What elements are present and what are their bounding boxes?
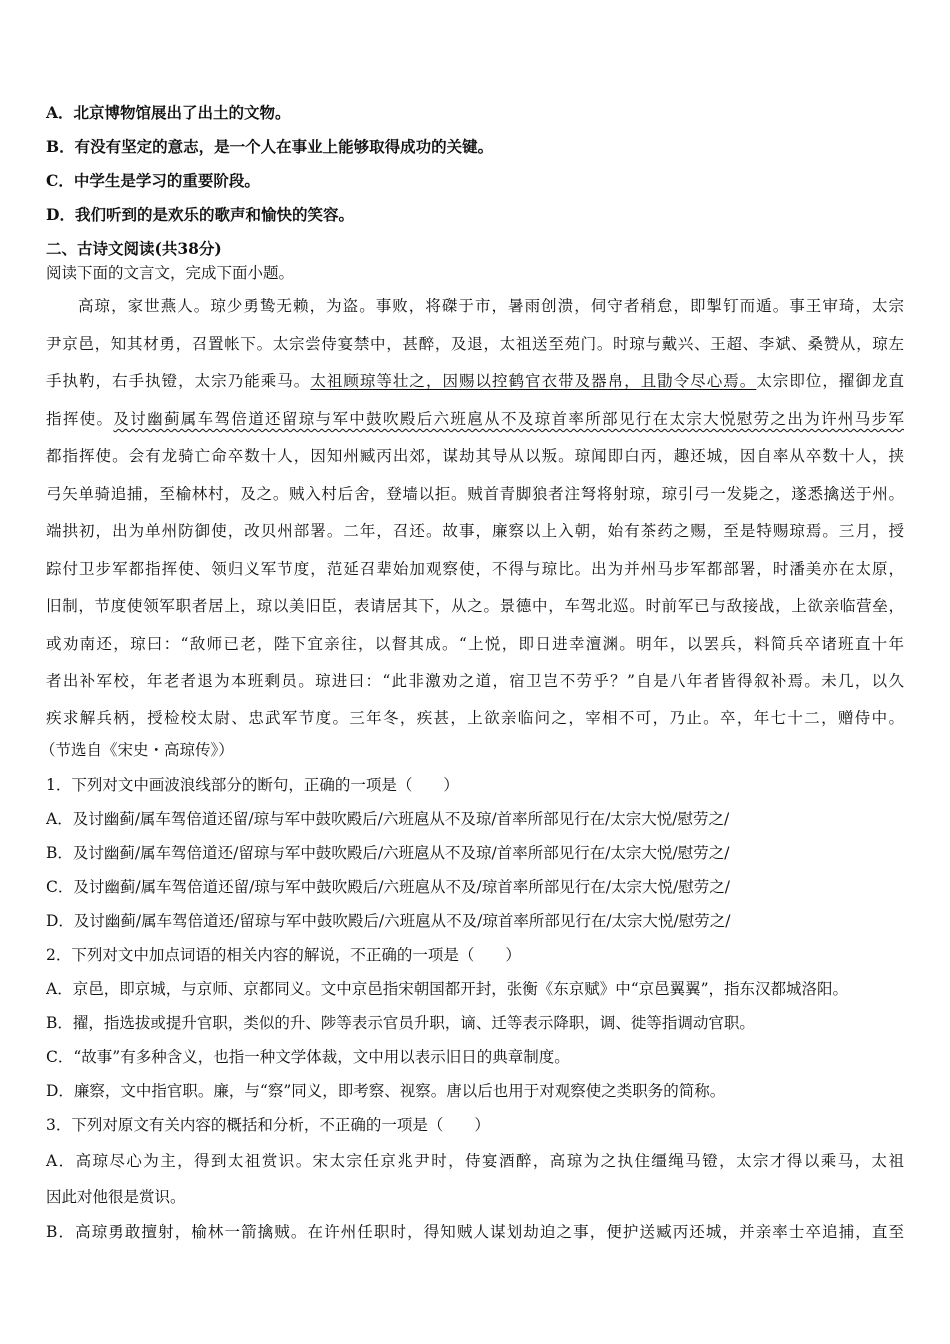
- passage-line-11: 者出补军校，年老者退为本班剩员。琼进曰：“此非激劝之道，宿卫岂不劳乎？”自是八年者皆得叙补焉。未几，以久: [46, 672, 904, 690]
- passage-text: 指挥使。: [46, 410, 114, 428]
- passage-line-5: [46, 445, 904, 467]
- underlined-sentence: 太祖顾琼等壮之，因赐以控鹤官衣带及器帛，且勖令尽心焉。: [310, 372, 757, 390]
- question-1-stem: 1．下列对文中画波浪线部分的断句，正确的一项是（ ）: [46, 776, 459, 794]
- q2-option-b: B．擢，指选拔或提升官职，类似的升、陟等表示官员升职，谪、迁等表示降职，调、徙等指调动官职。: [46, 1014, 755, 1032]
- passage-text: 都指挥使。: [46, 447, 129, 465]
- question-2-stem: 2．下列对文中加点词语的相关内容的解说，不正确的一项是（ ）: [46, 946, 521, 964]
- prev-option-b: B．有没有坚定的意志，是一个人在事业上能够取得成功的关键。: [46, 137, 494, 156]
- passage-line-7: 端拱初，出为单州防御使，改贝州部署。二年，召还。故事，廉察以上入朝，始有茶药之赐，至是特赐琼焉。三月，授: [46, 522, 904, 540]
- q2-option-c: C．“故事”有多种含义，也指一种文学体裁，文中用以表示旧日的典章制度。: [46, 1048, 570, 1066]
- prev-option-c: C．中学生是学习的重要阶段。: [46, 171, 260, 190]
- q3-option-b-line-1: B．高琼勇敢擅射，榆林一箭擒贼。在许州任职时，得知贼人谋划劫迫之事，便护送臧丙还城，并亲率士卒追捕，直至: [46, 1223, 904, 1241]
- passage-text: 会有龙骑亡命卒数十人，因知州臧丙出郊，谋劫其导从以叛。琼闻即白丙，趣还城，因自率从卒数十人，挟: [128, 447, 904, 465]
- wavy-underlined-passage: 及讨幽蓟属车驾倍道还留琼与军中鼓吹殿后六班扈从不及琼首率所部见行在太宗大悦慰劳之出为许州马步军: [113, 410, 904, 428]
- q1-option-c: C．及讨幽蓟/属车驾倍道还留/琼与军中鼓吹殿后/六班扈从不及/琼首率所部见行在/太宗大悦/慰劳之/: [46, 878, 730, 896]
- passage-line-1: 高琼，家世燕人。琼少勇鸷无赖，为盗。事败，将磔于市，暑雨创溃，伺守者稍怠，即掣钉而遁。事王审琦，太宗: [78, 297, 904, 315]
- q1-option-a: A．及讨幽蓟/属车驾倍道还留/琼与军中鼓吹殿后/六班扈从不及琼/首率所部见行在/太宗大悦/慰劳之/: [46, 810, 730, 828]
- q2-option-d: D．廉察，文中指官职。廉，与“察”同义，即考察、视察。唐以后也用于对观察使之类职务的简称。: [46, 1082, 726, 1100]
- passage-line-12: 疾求解兵柄，授检校太尉、忠武军节度。三年冬，疾甚，上欲亲临问之，宰相不可，乃止。卒，年七十二，赠侍中。: [46, 709, 904, 727]
- prev-option-d: D．我们听到的是欢乐的歌声和愉快的笑容。: [46, 205, 354, 224]
- q1-option-d: D．及讨幽蓟/属车驾倍道还/留琼与军中鼓吹殿后/六班扈从不及/琼首率所部见行在/太宗大悦/慰劳之/: [46, 912, 731, 930]
- q2-option-a: A．京邑，即京城，与京师、京都同义。文中京邑指宋朝国都开封，张衡《东京赋》中“京邑翼翼”，指东汉都城洛阳。: [46, 980, 849, 998]
- q3-option-a-line-2: 因此对他很是赏识。: [46, 1188, 186, 1206]
- passage-line-6: 弓矢单骑追捕，至榆林村，及之。贼入村后舍，登墙以拒。贼首青脚狼者注弩将射琼，琼引弓一发毙之，遂悉擒送于州。: [46, 485, 904, 503]
- passage-line-10: 或劝南还，琼曰：“敌师已老，陛下宜亲往，以督其成。“上悦，即日进幸澶渊。明年，以罢兵，料简兵卒诸班直十年: [46, 635, 904, 653]
- section-title: 二、古诗文阅读(共38分): [46, 239, 222, 258]
- passage-text: 太宗即位，擢御龙直: [756, 372, 904, 390]
- passage-text: 手执靮，右手执镫，太宗乃能乘马。: [46, 372, 311, 390]
- passage-line-9: 旧制，节度使领军职者居上，琼以美旧臣，表请居其下，从之。景德中，车驾北巡。时前军已与敌接战，上欲亲临营垒，: [46, 597, 904, 615]
- passage-line-4: [46, 408, 904, 430]
- passage-source: （节选自《宋史・高琼传》）: [40, 741, 234, 759]
- passage-line-8: 踪付卫步军都指挥使、领归义军节度，范延召辈始加观察使，不得与琼比。出为并州马步军都部署，时潘美亦在太原，: [46, 560, 904, 578]
- passage-line-3: [46, 370, 904, 392]
- passage-line-2: 尹京邑，知其材勇，召置帐下。太宗尝侍宴禁中，甚醉，及退，太祖送至苑门。时琼与戴兴、王超、李斌、桑赞从，琼左: [46, 335, 904, 353]
- q1-option-b: B．及讨幽蓟/属车驾倍道还/留琼与军中鼓吹殿后/六班扈从不及琼/首率所部见行在/太宗大悦/慰劳之/: [46, 844, 730, 862]
- question-3-stem: 3．下列对原文有关内容的概括和分析，不正确的一项是（ ）: [46, 1116, 490, 1134]
- prev-option-a: A．北京博物馆展出了出土的文物。: [46, 103, 291, 122]
- instruction: 阅读下面的文言文，完成下面小题。: [46, 264, 295, 282]
- q3-option-a-line-1: A．高琼尽心为主，得到太祖赏识。宋太宗任京兆尹时，侍宴酒醉，高琼为之执住缰绳马镫，太宗才得以乘马，太祖: [46, 1152, 904, 1170]
